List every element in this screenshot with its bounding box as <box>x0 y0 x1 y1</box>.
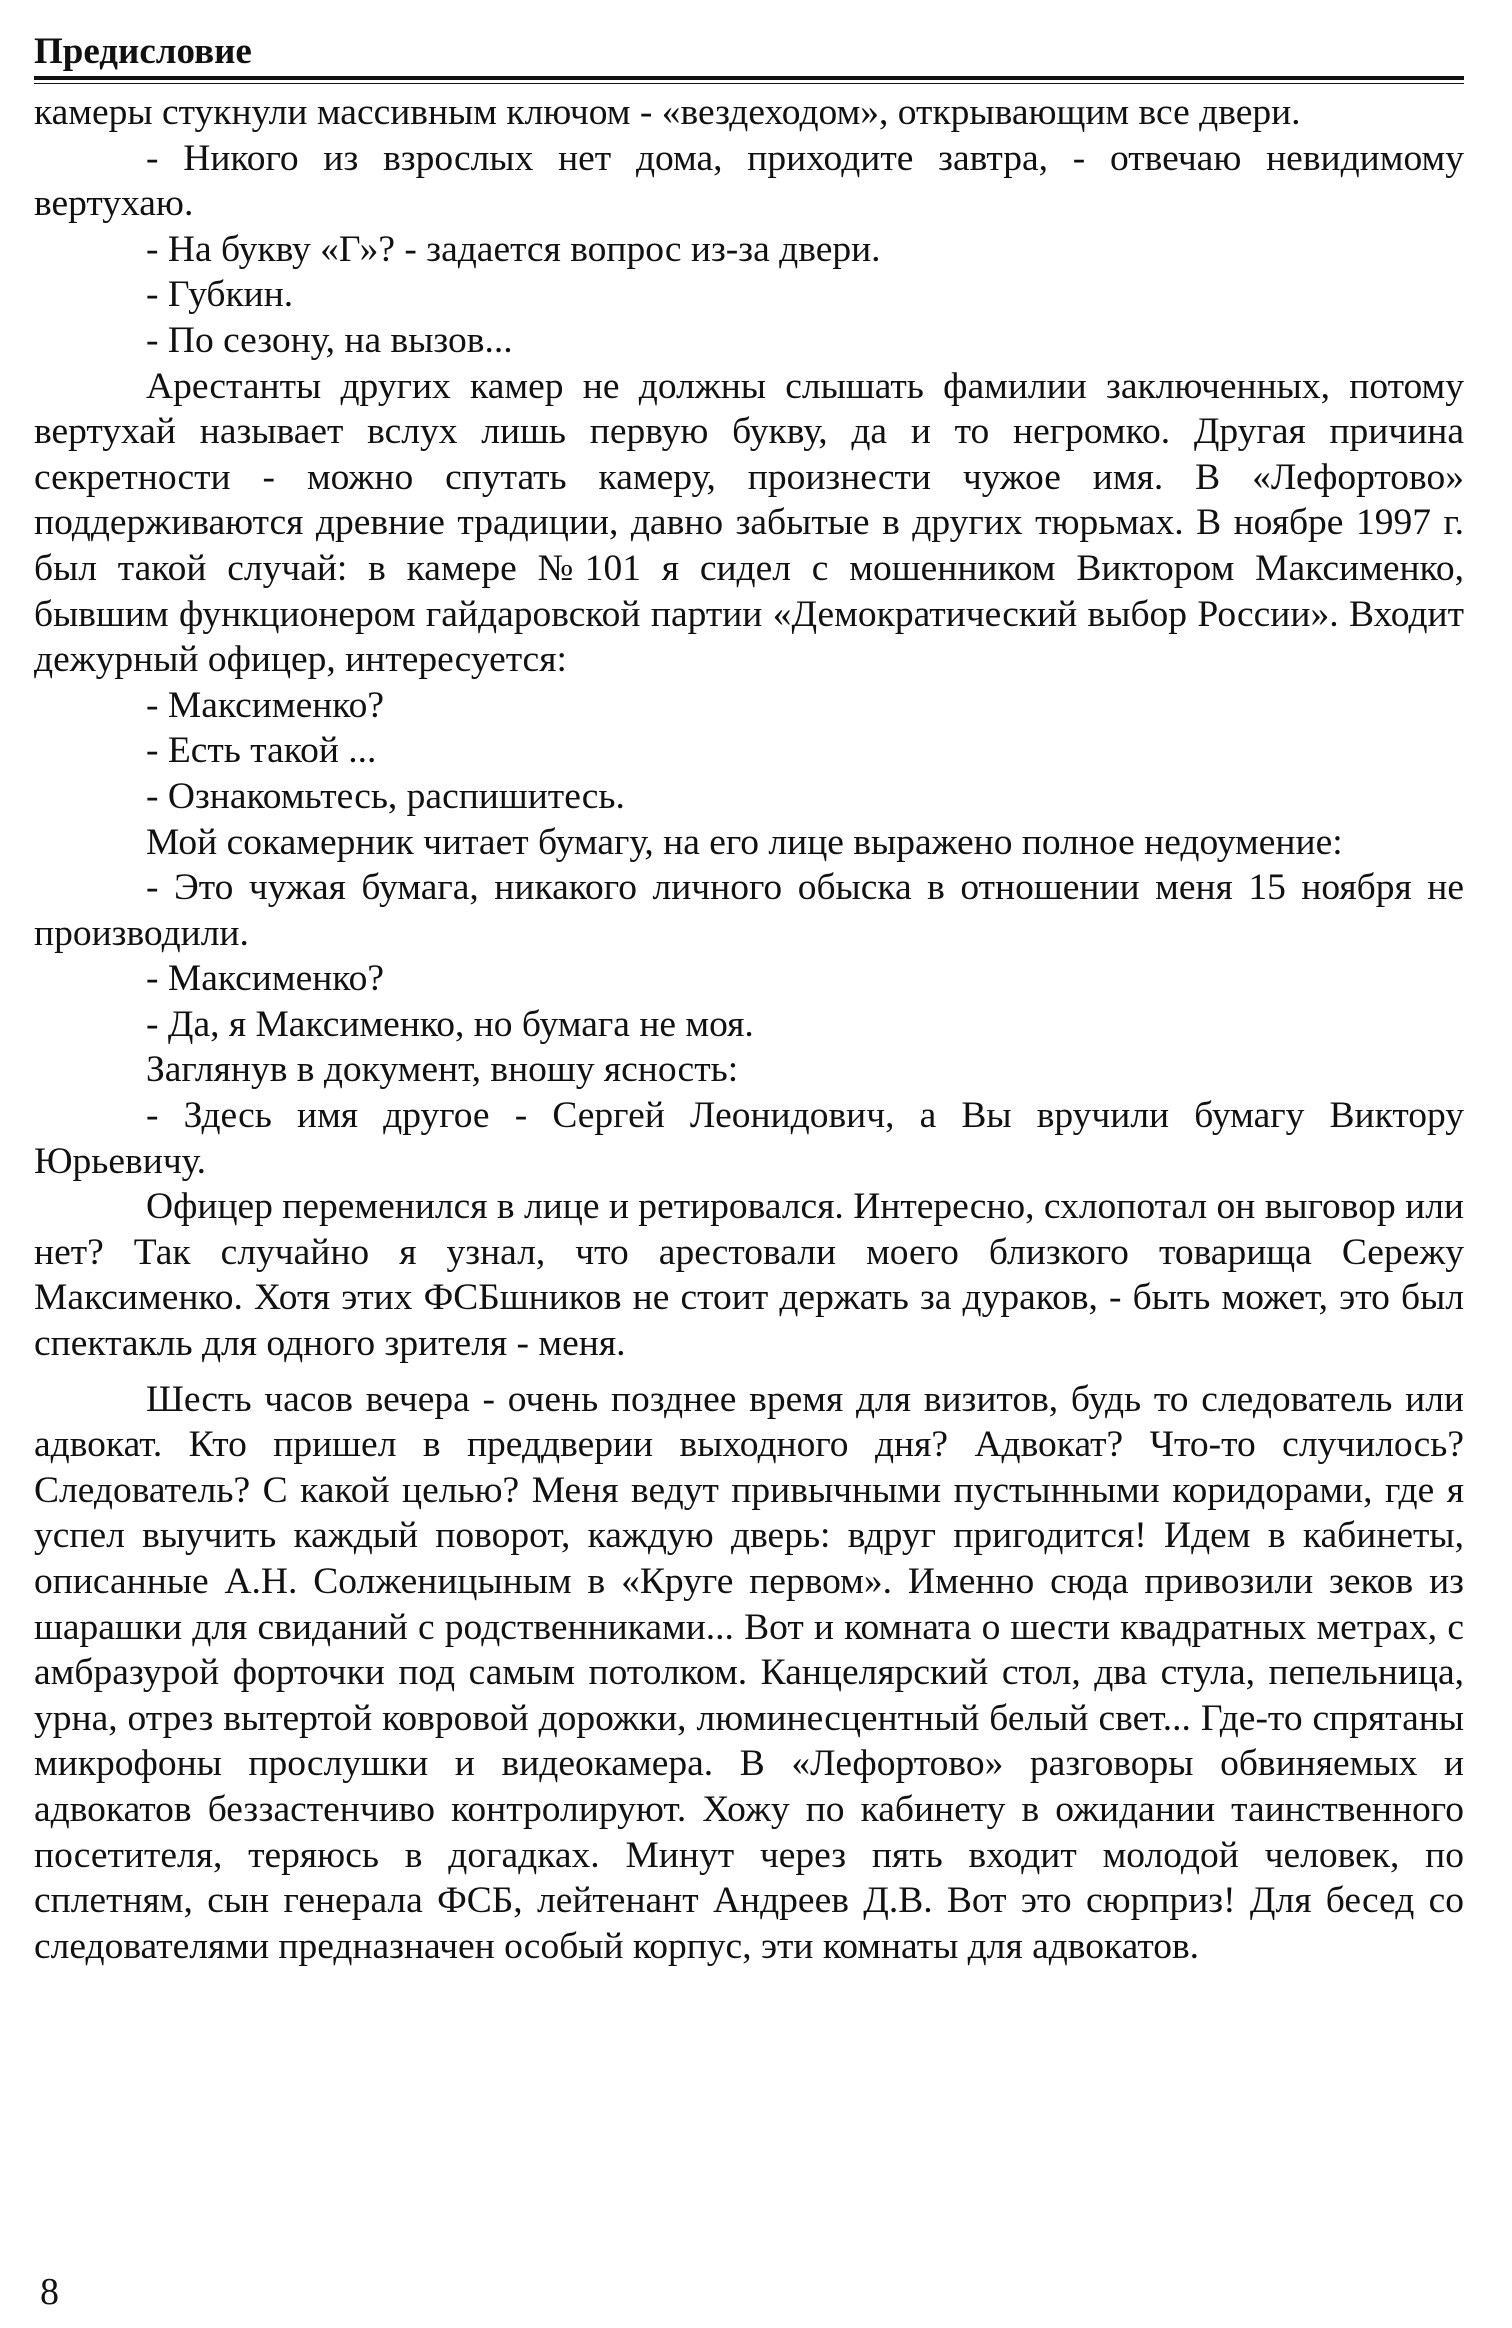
paragraph: Офицер переменился в лице и ретировался. Интересно, схлопотал он выговор или нет? Так случайно я узнал, что арестовали моего близкого товарища Сережу Максименко. Хотя этих ФСБшников не стоит держать за дураков, - быть может, это был спектакль для одного зрителя - меня. <box>34 1186 1464 1365</box>
body-text <box>34 90 1464 1969</box>
paragraph: - На букву «Г»? - задается вопрос из-за двери. <box>146 228 881 270</box>
paragraph: - Есть такой ... <box>146 730 377 772</box>
paragraph: - Никого из взрослых нет дома, приходите завтра, - отвечаю невидимому вертухаю. <box>34 137 1464 225</box>
running-header-title: Предисловие <box>34 31 252 72</box>
header-rule-thin <box>34 83 1464 84</box>
paragraph: Заглянув в документ, вношу ясность: <box>146 1049 739 1091</box>
paragraph: Мой сокамерник читает бумагу, на его лице выражено полное недоумение: <box>146 821 1343 863</box>
paragraph: - Максименко? <box>146 684 385 726</box>
paragraph: - Ознакомьтесь, распишитесь. <box>146 775 625 817</box>
paragraph: - Губкин. <box>146 274 294 316</box>
paragraph: - Максименко? <box>146 958 385 1000</box>
paragraph: - По сезону, на вызов... <box>146 319 513 361</box>
paragraph: - Да, я Максименко, но бумага не моя. <box>146 1003 754 1045</box>
paragraph: Арестанты других камер не должны слышать фамилии заключенных, потому вертухай называет вслух лишь первую букву, да и то негромко. Другая причина секретности - можно спутать камеру, произнести чужое имя. В «Лефортово» поддерживаются древние традиции, давно забытые в других тюрьмах. В ноябре 1997 г. был такой случай: в камере №101 я сидел с мошенником Виктором Максименко, бывшим функционером гайдаровской партии «Демократический выбор России». Входит дежурный офицер, интересуется: <box>34 365 1464 681</box>
paragraph: - Это чужая бумага, никакого личного обыска в отношении меня 15 ноября не производили. <box>34 867 1464 954</box>
paragraph: камеры стукнули массивным ключом - «вездеходом», открывающим все двери. <box>34 92 1301 133</box>
page <box>34 30 1464 1969</box>
paragraph: - Здесь имя другое - Сергей Леонидович, а Вы вручили бумагу Виктору Юрьевичу. <box>34 1095 1464 1182</box>
page-number: 8 <box>40 2271 59 2313</box>
paragraph: Шесть часов вечера - очень позднее время для визитов, будь то следователь или адвокат. Кто пришел в преддверии выходного дня? Адвокат? Что-то случилось? Следователь? С какой целью? Меня ведут привычными пустынными коридорами, где я успел выучить каждый поворот, каждую дверь: вдруг пригодится! Идем в кабинеты, описанные А.Н. Солженицыным в «Круге первом». Именно сюда привозили зеков из шарашки для свиданий с родственниками... Вот и комната о шести квадратных метрах, с амбразурой форточки под самым потолком. Канцелярский стол, два стула, пепельница, урна, отрез вытертой ковровой дорожки, люминесцентный белый свет... Где-то спрятаны микрофоны прослушки и видеокамера. В «Лефортово» разговоры обвиняемых и адвокатов беззастенчиво контролируют. Хожу по кабинету в ожидании таинственного посетителя, теряюсь в догадках. Минут через пять входит молодой человек, по сплетням, сын генерала ФСБ, лейтенант Андреев Д.В. Вот это сюрприз! Для бесед со следователями предназначен особый корпус, эти комнаты для адвокатов. <box>34 1378 1464 1967</box>
header-rule-thick <box>34 76 1464 80</box>
